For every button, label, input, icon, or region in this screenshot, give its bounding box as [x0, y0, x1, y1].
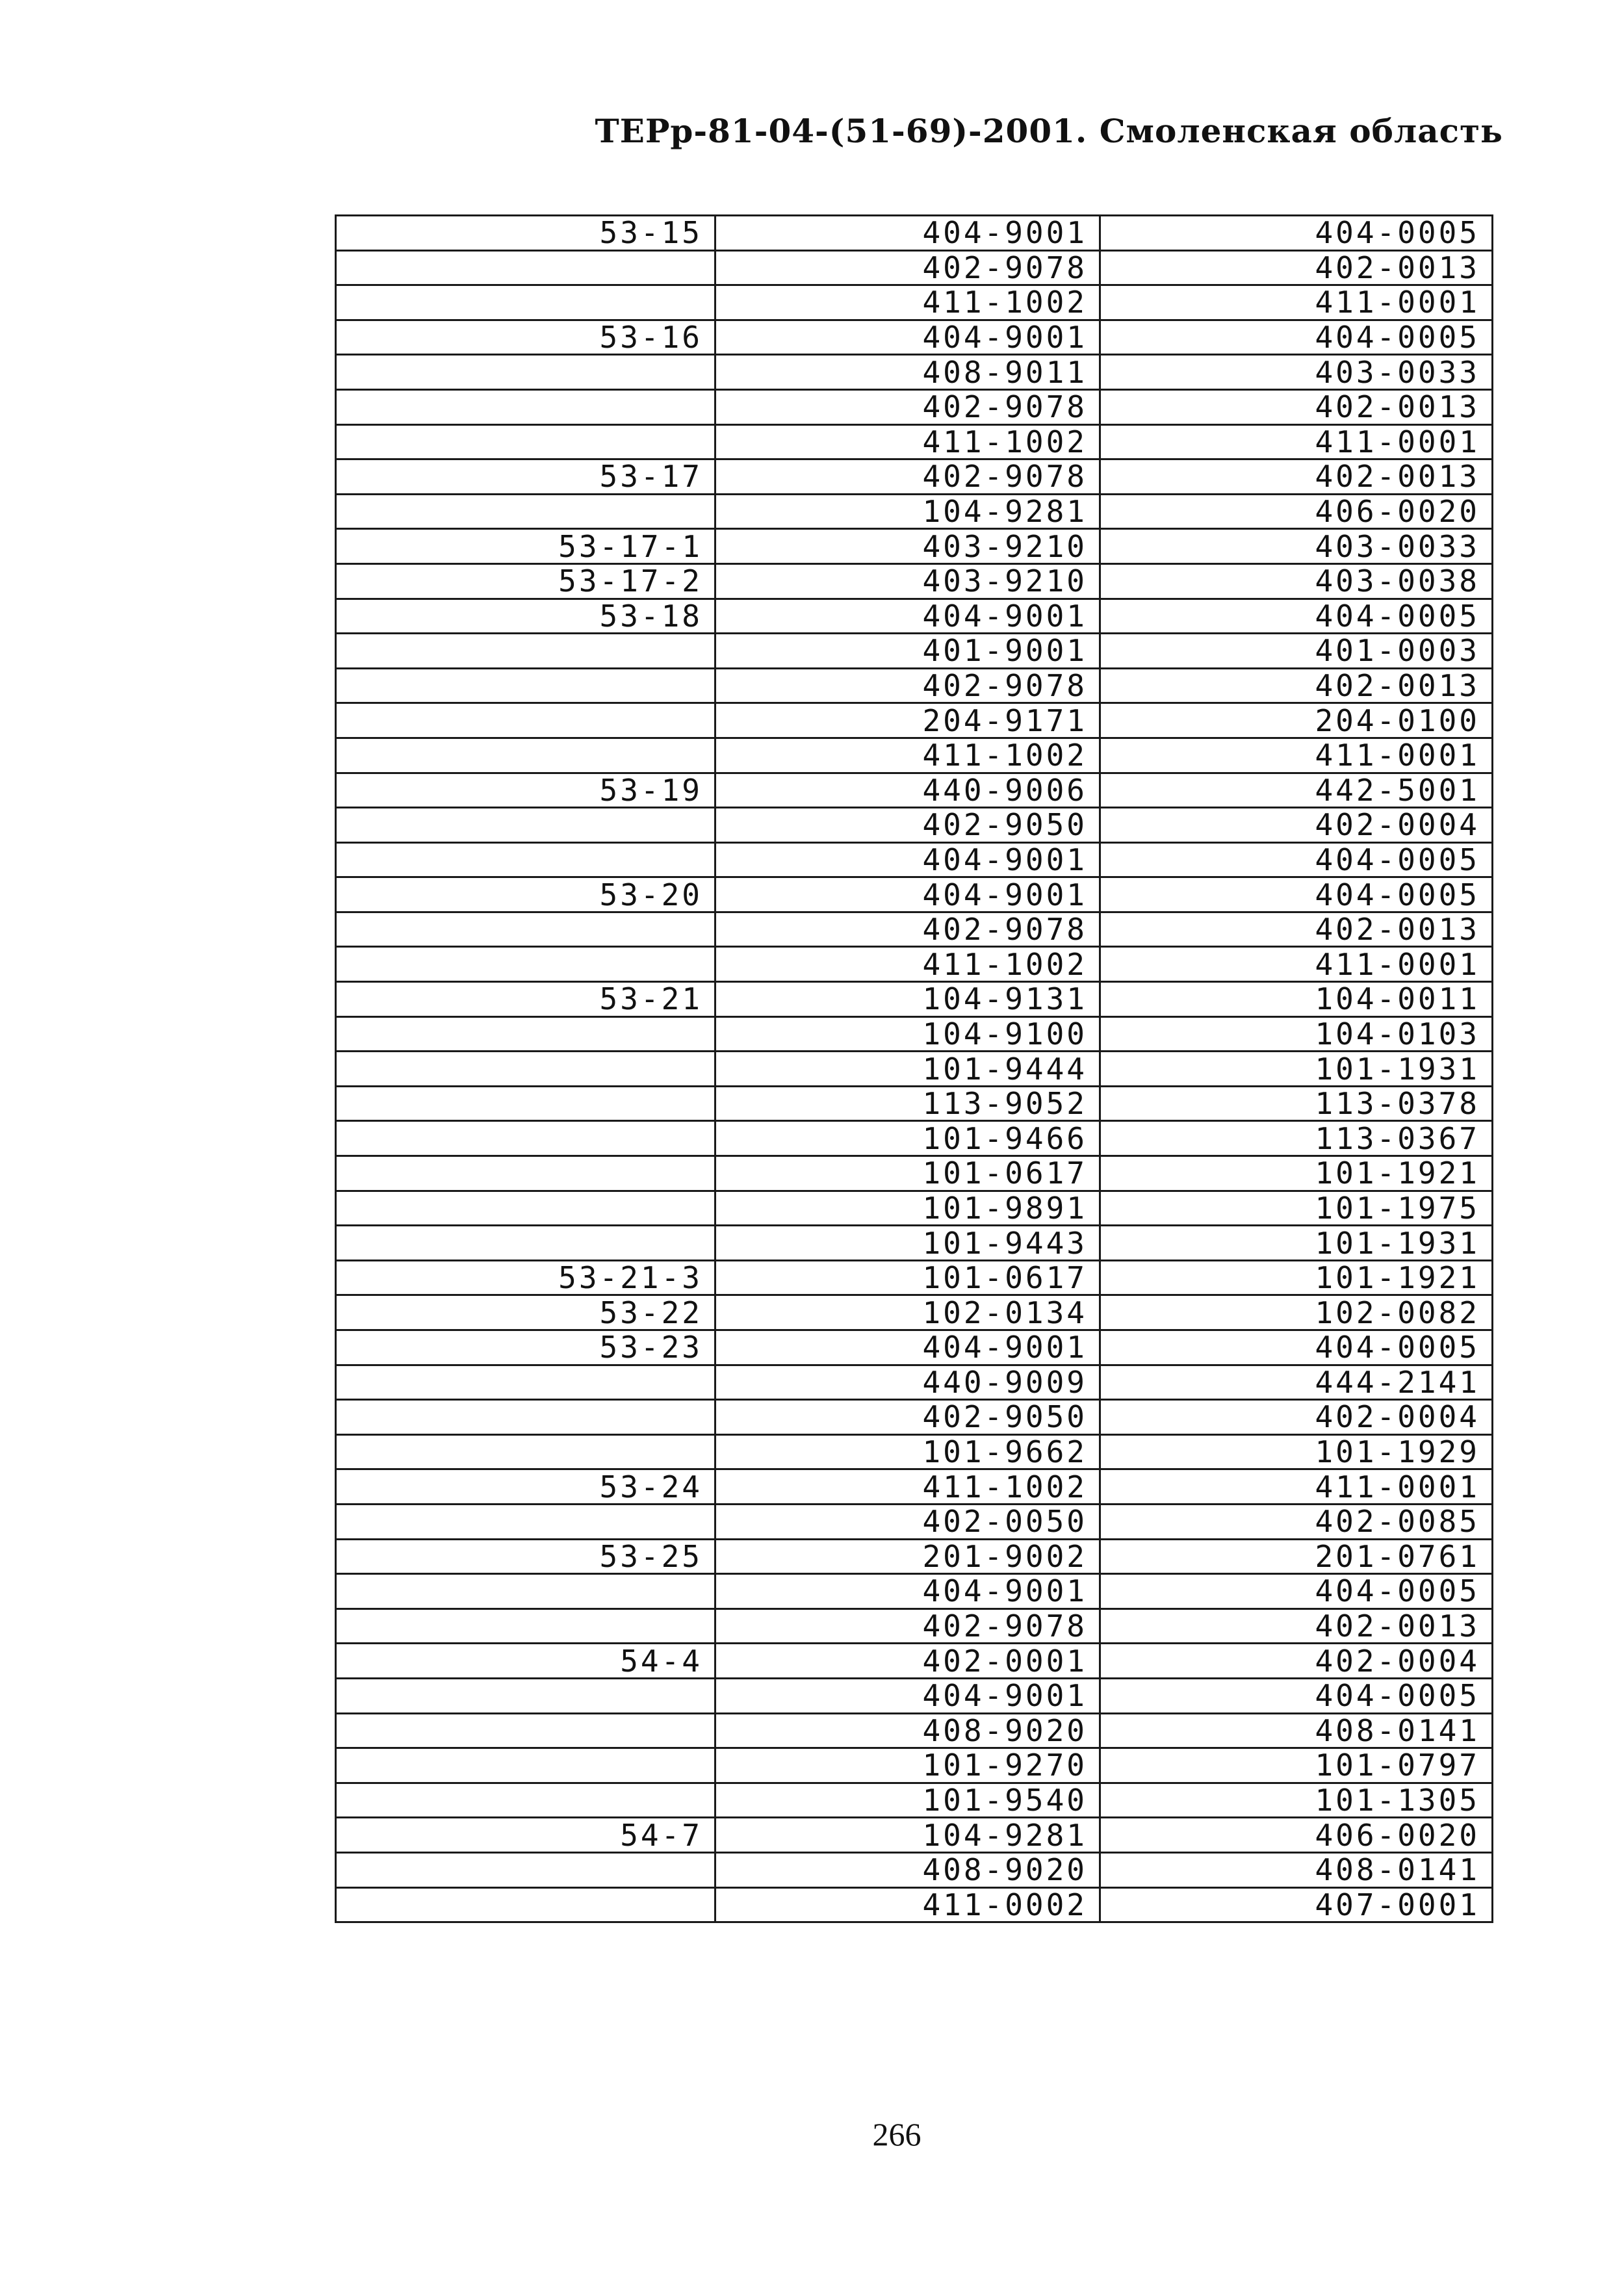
section-code-cell — [336, 285, 715, 320]
old-code-cell: 404-9001 — [715, 1330, 1100, 1365]
old-code-cell: 101-9540 — [715, 1783, 1100, 1818]
table-row — [336, 1434, 1493, 1469]
old-code-cell: 404-9001 — [715, 842, 1100, 877]
table-row — [336, 1469, 1493, 1505]
new-code-cell: 404-0005 — [1100, 842, 1493, 877]
new-code-cell: 411-0001 — [1100, 424, 1493, 459]
table-row — [336, 1086, 1493, 1121]
section-code-cell: 53-17-2 — [336, 563, 715, 599]
old-code-cell: 404-9001 — [715, 216, 1100, 251]
new-code-cell: 101-1931 — [1100, 1226, 1493, 1261]
table-row — [336, 1609, 1493, 1644]
section-code-cell — [336, 1365, 715, 1400]
new-code-cell: 101-1921 — [1100, 1156, 1493, 1191]
old-code-cell: 101-9444 — [715, 1052, 1100, 1087]
new-code-cell: 402-0085 — [1100, 1504, 1493, 1539]
old-code-cell: 104-9281 — [715, 494, 1100, 529]
new-code-cell: 407-0001 — [1100, 1887, 1493, 1922]
section-code-cell — [336, 250, 715, 285]
section-code-cell — [336, 1434, 715, 1469]
table-row — [336, 982, 1493, 1017]
section-code-cell — [336, 424, 715, 459]
table-row — [336, 668, 1493, 703]
new-code-cell: 101-1975 — [1100, 1191, 1493, 1226]
section-code-cell — [336, 703, 715, 738]
old-code-cell: 101-9662 — [715, 1434, 1100, 1469]
new-code-cell: 411-0001 — [1100, 1469, 1493, 1505]
old-code-cell: 402-0050 — [715, 1504, 1100, 1539]
new-code-cell: 406-0020 — [1100, 1818, 1493, 1853]
new-code-cell: 404-0005 — [1100, 216, 1493, 251]
new-code-cell: 101-1305 — [1100, 1783, 1493, 1818]
section-code-cell — [336, 1400, 715, 1435]
section-code-cell: 53-15 — [336, 216, 715, 251]
section-code-cell — [336, 1052, 715, 1087]
old-code-cell: 402-9078 — [715, 912, 1100, 947]
table-row — [336, 634, 1493, 669]
old-code-cell: 408-9020 — [715, 1713, 1100, 1748]
new-code-cell: 401-0003 — [1100, 634, 1493, 669]
new-code-cell: 404-0005 — [1100, 1574, 1493, 1609]
old-code-cell: 401-9001 — [715, 634, 1100, 669]
page-header-title: ТЕРр-81-04-(51-69)-2001. Смоленская область — [595, 112, 1503, 150]
table-row — [336, 459, 1493, 495]
table-row — [336, 877, 1493, 912]
section-code-cell — [336, 1156, 715, 1191]
section-code-cell — [336, 1887, 715, 1922]
old-code-cell: 102-0134 — [715, 1295, 1100, 1330]
section-code-cell — [336, 668, 715, 703]
new-code-cell: 442-5001 — [1100, 773, 1493, 808]
new-code-cell: 411-0001 — [1100, 738, 1493, 773]
new-code-cell: 404-0005 — [1100, 877, 1493, 912]
table-row — [336, 1713, 1493, 1748]
new-code-cell: 403-0033 — [1100, 355, 1493, 390]
new-code-cell: 402-0013 — [1100, 912, 1493, 947]
old-code-cell: 402-9078 — [715, 1609, 1100, 1644]
table-row — [336, 1748, 1493, 1783]
table-row — [336, 1783, 1493, 1818]
section-code-cell: 53-25 — [336, 1539, 715, 1574]
new-code-cell: 201-0761 — [1100, 1539, 1493, 1574]
table-row — [336, 773, 1493, 808]
old-code-cell: 101-0617 — [715, 1260, 1100, 1295]
section-code-cell — [336, 1504, 715, 1539]
section-code-cell — [336, 808, 715, 843]
new-code-cell: 402-0013 — [1100, 250, 1493, 285]
old-code-cell: 204-9171 — [715, 703, 1100, 738]
old-code-cell: 402-9078 — [715, 459, 1100, 495]
section-code-cell — [336, 842, 715, 877]
old-code-cell: 101-9466 — [715, 1121, 1100, 1156]
old-code-cell: 404-9001 — [715, 599, 1100, 634]
section-code-cell — [336, 1191, 715, 1226]
table-row — [336, 1887, 1493, 1922]
new-code-cell: 402-0013 — [1100, 459, 1493, 495]
old-code-cell: 104-9131 — [715, 982, 1100, 1017]
table-row — [336, 1330, 1493, 1365]
table-row — [336, 1295, 1493, 1330]
old-code-cell: 440-9006 — [715, 773, 1100, 808]
section-code-cell — [336, 1713, 715, 1748]
old-code-cell: 404-9001 — [715, 320, 1100, 355]
section-code-cell: 54-4 — [336, 1644, 715, 1679]
table-row — [336, 1678, 1493, 1713]
table-row — [336, 1226, 1493, 1261]
section-code-cell — [336, 1226, 715, 1261]
old-code-cell: 411-1002 — [715, 738, 1100, 773]
section-code-cell — [336, 494, 715, 529]
table-row — [336, 1539, 1493, 1574]
codes-table — [335, 214, 1493, 1923]
old-code-cell: 440-9009 — [715, 1365, 1100, 1400]
table-row — [336, 947, 1493, 982]
new-code-cell: 411-0001 — [1100, 285, 1493, 320]
section-code-cell: 53-16 — [336, 320, 715, 355]
old-code-cell: 113-9052 — [715, 1086, 1100, 1121]
old-code-cell: 402-9050 — [715, 808, 1100, 843]
table-row — [336, 808, 1493, 843]
section-code-cell — [336, 1609, 715, 1644]
new-code-cell: 404-0005 — [1100, 599, 1493, 634]
new-code-cell: 403-0038 — [1100, 563, 1493, 599]
table-row — [336, 1260, 1493, 1295]
new-code-cell: 411-0001 — [1100, 947, 1493, 982]
table-row — [336, 1852, 1493, 1887]
new-code-cell: 402-0004 — [1100, 1644, 1493, 1679]
new-code-cell: 408-0141 — [1100, 1713, 1493, 1748]
table-row — [336, 250, 1493, 285]
new-code-cell: 113-0367 — [1100, 1121, 1493, 1156]
old-code-cell: 201-9002 — [715, 1539, 1100, 1574]
old-code-cell: 101-9443 — [715, 1226, 1100, 1261]
old-code-cell: 104-9281 — [715, 1818, 1100, 1853]
old-code-cell: 402-9078 — [715, 389, 1100, 424]
new-code-cell: 404-0005 — [1100, 1678, 1493, 1713]
codes-table-body — [336, 216, 1493, 1922]
table-row — [336, 285, 1493, 320]
old-code-cell: 408-9011 — [715, 355, 1100, 390]
table-row — [336, 842, 1493, 877]
table-row — [336, 1016, 1493, 1052]
old-code-cell: 402-9078 — [715, 250, 1100, 285]
old-code-cell: 408-9020 — [715, 1852, 1100, 1887]
new-code-cell: 101-1921 — [1100, 1260, 1493, 1295]
old-code-cell: 403-9210 — [715, 529, 1100, 564]
old-code-cell: 411-0002 — [715, 1887, 1100, 1922]
section-code-cell: 53-17 — [336, 459, 715, 495]
section-code-cell — [336, 1748, 715, 1783]
table-row — [336, 1365, 1493, 1400]
old-code-cell: 411-1002 — [715, 285, 1100, 320]
table-row — [336, 216, 1493, 251]
section-code-cell — [336, 355, 715, 390]
table-row — [336, 1574, 1493, 1609]
table-row — [336, 320, 1493, 355]
page-number: 266 — [872, 2116, 922, 2152]
table-row — [336, 1052, 1493, 1087]
table-row — [336, 529, 1493, 564]
section-code-cell — [336, 1783, 715, 1818]
new-code-cell: 102-0082 — [1100, 1295, 1493, 1330]
old-code-cell: 402-0001 — [715, 1644, 1100, 1679]
old-code-cell: 104-9100 — [715, 1016, 1100, 1052]
table-row — [336, 1121, 1493, 1156]
table-row — [336, 494, 1493, 529]
section-code-cell: 53-23 — [336, 1330, 715, 1365]
old-code-cell: 404-9001 — [715, 877, 1100, 912]
old-code-cell: 411-1002 — [715, 1469, 1100, 1505]
section-code-cell: 53-22 — [336, 1295, 715, 1330]
new-code-cell: 402-0013 — [1100, 389, 1493, 424]
section-code-cell — [336, 1852, 715, 1887]
new-code-cell: 404-0005 — [1100, 1330, 1493, 1365]
new-code-cell: 402-0004 — [1100, 808, 1493, 843]
old-code-cell: 402-9050 — [715, 1400, 1100, 1435]
section-code-cell — [336, 389, 715, 424]
table-row — [336, 355, 1493, 390]
old-code-cell: 404-9001 — [715, 1574, 1100, 1609]
section-code-cell: 53-17-1 — [336, 529, 715, 564]
section-code-cell — [336, 947, 715, 982]
new-code-cell: 104-0103 — [1100, 1016, 1493, 1052]
section-code-cell: 53-21 — [336, 982, 715, 1017]
section-code-cell: 53-21-3 — [336, 1260, 715, 1295]
old-code-cell: 403-9210 — [715, 563, 1100, 599]
new-code-cell: 444-2141 — [1100, 1365, 1493, 1400]
section-code-cell — [336, 1086, 715, 1121]
section-code-cell — [336, 1121, 715, 1156]
new-code-cell: 101-0797 — [1100, 1748, 1493, 1783]
section-code-cell — [336, 738, 715, 773]
new-code-cell: 402-0013 — [1100, 1609, 1493, 1644]
table-row — [336, 1644, 1493, 1679]
old-code-cell: 411-1002 — [715, 947, 1100, 982]
table-row — [336, 703, 1493, 738]
table-row — [336, 1191, 1493, 1226]
new-code-cell: 113-0378 — [1100, 1086, 1493, 1121]
section-code-cell: 54-7 — [336, 1818, 715, 1853]
new-code-cell: 404-0005 — [1100, 320, 1493, 355]
table-row — [336, 563, 1493, 599]
new-code-cell: 402-0004 — [1100, 1400, 1493, 1435]
table-row — [336, 1818, 1493, 1853]
section-code-cell: 53-24 — [336, 1469, 715, 1505]
table-row — [336, 599, 1493, 634]
new-code-cell: 402-0013 — [1100, 668, 1493, 703]
new-code-cell: 101-1931 — [1100, 1052, 1493, 1087]
old-code-cell: 411-1002 — [715, 424, 1100, 459]
section-code-cell — [336, 1678, 715, 1713]
section-code-cell: 53-20 — [336, 877, 715, 912]
section-code-cell — [336, 1016, 715, 1052]
table-row — [336, 912, 1493, 947]
table-row — [336, 1156, 1493, 1191]
table-row — [336, 1504, 1493, 1539]
old-code-cell: 101-0617 — [715, 1156, 1100, 1191]
new-code-cell: 403-0033 — [1100, 529, 1493, 564]
section-code-cell: 53-19 — [336, 773, 715, 808]
table-row — [336, 424, 1493, 459]
section-code-cell — [336, 1574, 715, 1609]
old-code-cell: 101-9270 — [715, 1748, 1100, 1783]
new-code-cell: 408-0141 — [1100, 1852, 1493, 1887]
section-code-cell — [336, 634, 715, 669]
new-code-cell: 101-1929 — [1100, 1434, 1493, 1469]
section-code-cell — [336, 912, 715, 947]
new-code-cell: 104-0011 — [1100, 982, 1493, 1017]
section-code-cell: 53-18 — [336, 599, 715, 634]
old-code-cell: 402-9078 — [715, 668, 1100, 703]
new-code-cell: 204-0100 — [1100, 703, 1493, 738]
table-row — [336, 389, 1493, 424]
old-code-cell: 101-9891 — [715, 1191, 1100, 1226]
table-row — [336, 1400, 1493, 1435]
table-row — [336, 738, 1493, 773]
new-code-cell: 406-0020 — [1100, 494, 1493, 529]
old-code-cell: 404-9001 — [715, 1678, 1100, 1713]
